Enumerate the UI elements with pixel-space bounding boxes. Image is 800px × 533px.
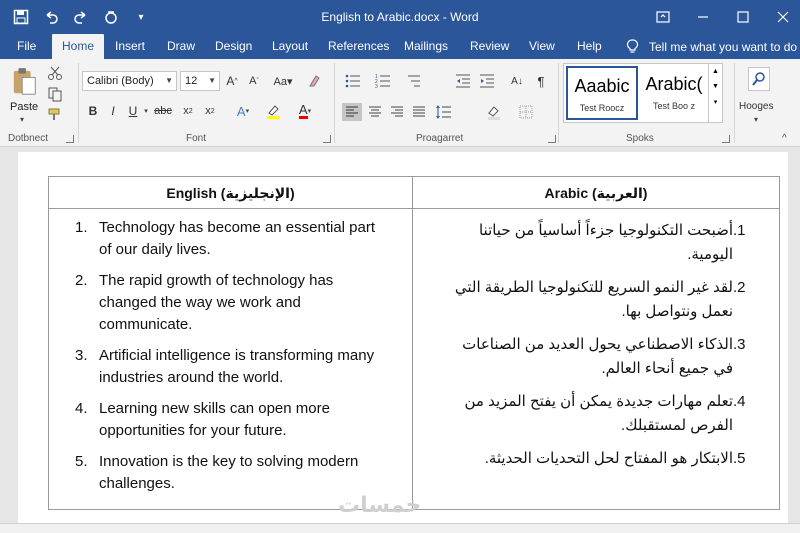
list-number: 2. bbox=[75, 272, 88, 289]
svg-text:1: 1 bbox=[375, 74, 378, 80]
minimize-icon[interactable] bbox=[694, 8, 712, 26]
tell-me-search[interactable] bbox=[626, 34, 797, 59]
tab-help[interactable]: Help bbox=[577, 39, 602, 53]
english-list bbox=[75, 217, 375, 504]
clipboard-group-label: Dotbnect bbox=[8, 133, 49, 144]
sort-icon[interactable]: A↓ bbox=[511, 75, 523, 87]
list-item bbox=[441, 390, 761, 438]
styles-scroll[interactable] bbox=[708, 64, 722, 122]
tab-references[interactable]: References bbox=[328, 39, 390, 53]
subscript-icon[interactable]: x 2 bbox=[183, 105, 193, 117]
paragraph-group-label: Proagarret bbox=[416, 133, 464, 144]
tab-draw[interactable]: Draw bbox=[167, 39, 196, 53]
clipboard-launcher-icon[interactable] bbox=[66, 135, 74, 143]
show-formatting-icon[interactable]: ¶ bbox=[537, 73, 545, 89]
font-group-label: Font bbox=[186, 133, 207, 144]
quick-access-toolbar bbox=[12, 0, 150, 34]
shrink-font-icon[interactable]: A ˇ bbox=[249, 75, 259, 87]
numbering-icon[interactable] bbox=[372, 73, 394, 89]
tab-insert[interactable]: Insert bbox=[115, 39, 146, 53]
list-number: 5. bbox=[75, 453, 88, 470]
style-name: Test Boo z bbox=[652, 101, 696, 111]
tab-home[interactable]: Home bbox=[52, 34, 104, 59]
paste-dropdown-icon[interactable]: ▾ bbox=[20, 115, 25, 124]
ribbon-tabs bbox=[0, 34, 800, 59]
paragraph-launcher-icon[interactable] bbox=[548, 135, 556, 143]
list-number: .2 bbox=[733, 279, 746, 296]
list-text: Innovation is the key to solving modern challenges. bbox=[99, 453, 359, 492]
tab-mailings[interactable]: Mailings bbox=[404, 39, 449, 53]
list-text: الذكاء الاصطناعي يحول العديد من الصناعات في جميع أنحاء العالم. bbox=[462, 336, 733, 377]
copy-icon[interactable] bbox=[47, 86, 63, 102]
format-painter-icon[interactable] bbox=[47, 107, 63, 123]
status-bar bbox=[0, 523, 800, 533]
tab-layout[interactable]: Layout bbox=[272, 39, 309, 53]
list-item bbox=[75, 217, 375, 261]
font-launcher-icon[interactable] bbox=[323, 135, 331, 143]
list-text: أضبحت التكنولوجيا جزءاً أساسياً من حياتنا اليومية. bbox=[478, 222, 733, 263]
chevron-down-icon: ▼ bbox=[165, 76, 173, 85]
clear-formatting-icon[interactable] bbox=[306, 73, 322, 89]
list-item bbox=[441, 276, 761, 324]
maximize-icon[interactable] bbox=[734, 8, 752, 26]
style-sample: Arabic( bbox=[645, 74, 703, 94]
chevron-up-icon[interactable]: ▲ bbox=[712, 68, 719, 75]
title-bar bbox=[0, 0, 800, 34]
list-text: الابتكار هو المفتاح لحل التحديات الحديثة. bbox=[484, 450, 733, 467]
list-number: 1. bbox=[75, 219, 88, 236]
style-item[interactable] bbox=[638, 66, 710, 120]
undo-icon[interactable] bbox=[42, 8, 60, 26]
underline-dropdown-icon[interactable]: ▾ bbox=[144, 108, 148, 115]
list-item bbox=[75, 451, 375, 495]
watermark: خمسات bbox=[338, 492, 422, 517]
cut-icon[interactable] bbox=[47, 65, 63, 81]
bold-icon[interactable]: B bbox=[88, 104, 98, 118]
close-icon[interactable] bbox=[774, 8, 792, 26]
increase-indent-icon[interactable] bbox=[478, 73, 496, 89]
change-case-icon[interactable]: Aa▾ bbox=[273, 75, 293, 88]
bullets-icon[interactable] bbox=[342, 73, 364, 89]
list-item bbox=[441, 333, 761, 381]
ribbon-separator bbox=[78, 63, 79, 143]
tab-review[interactable]: Review bbox=[470, 39, 510, 53]
paste-label[interactable]: Paste bbox=[10, 101, 39, 113]
translation-table bbox=[48, 176, 780, 510]
collapse-ribbon-icon[interactable]: ^ bbox=[782, 133, 787, 144]
grow-font-icon[interactable]: A ^ bbox=[226, 74, 238, 88]
list-text: The rapid growth of technology has changed the way we work and communicate. bbox=[99, 272, 334, 333]
style-item[interactable] bbox=[566, 66, 638, 120]
svg-text:2: 2 bbox=[375, 79, 378, 85]
document-area bbox=[0, 148, 800, 523]
save-icon[interactable] bbox=[12, 8, 30, 26]
borders-icon[interactable] bbox=[514, 103, 538, 121]
justify-icon[interactable] bbox=[410, 103, 428, 121]
arabic-header: Arabic (العربية) bbox=[544, 185, 648, 201]
svg-text:3: 3 bbox=[375, 84, 378, 89]
line-spacing-icon[interactable] bbox=[432, 103, 456, 121]
ribbon-separator bbox=[334, 63, 335, 143]
style-sample: Aaabic bbox=[574, 76, 630, 96]
editing-label[interactable]: Hooges bbox=[739, 101, 774, 112]
list-text: Learning new skills can open more opportunities for your future. bbox=[99, 400, 330, 439]
list-item bbox=[75, 270, 375, 336]
font-size-combo[interactable] bbox=[180, 71, 220, 91]
align-center-icon[interactable] bbox=[366, 103, 384, 121]
strikethrough-icon[interactable]: abc bbox=[154, 105, 172, 117]
list-number: .3 bbox=[733, 336, 746, 353]
list-text: Technology has become an essential part of our daily lives. bbox=[99, 219, 376, 258]
list-item bbox=[75, 398, 375, 442]
list-number: .4 bbox=[733, 393, 746, 410]
paste-icon[interactable] bbox=[10, 65, 40, 101]
list-text: لقد غير النمو السريع للتكنولوجيا الطريقة التي نعمل ونتواصل بها. bbox=[454, 279, 733, 320]
tell-me-text: Tell me what you want to do bbox=[649, 39, 798, 54]
ribbon bbox=[0, 59, 800, 147]
table-column-divider bbox=[412, 177, 413, 509]
styles-gallery bbox=[563, 63, 723, 123]
font-name-combo[interactable] bbox=[82, 71, 177, 91]
ribbon-separator bbox=[558, 63, 559, 143]
tab-file[interactable]: File bbox=[17, 39, 37, 53]
superscript-icon[interactable]: x 2 bbox=[205, 105, 215, 117]
italic-icon[interactable]: I bbox=[111, 104, 115, 118]
redo-icon[interactable] bbox=[72, 8, 90, 26]
list-item bbox=[441, 447, 761, 471]
chevron-down-icon[interactable]: ▼ bbox=[712, 83, 719, 90]
document-page[interactable] bbox=[18, 152, 788, 523]
customize-qat-icon[interactable]: ▾ bbox=[138, 11, 144, 23]
font-name-value: Calibri (Body) bbox=[87, 75, 154, 87]
highlight-color-icon[interactable] bbox=[262, 103, 284, 119]
search-icon[interactable] bbox=[748, 67, 770, 91]
underline-icon[interactable]: U bbox=[128, 104, 138, 118]
tab-design[interactable]: Design bbox=[215, 39, 253, 53]
tab-view[interactable]: View bbox=[529, 39, 555, 53]
multilevel-list-icon[interactable] bbox=[402, 73, 424, 89]
styles-launcher-icon[interactable] bbox=[722, 135, 730, 143]
shading-icon[interactable] bbox=[482, 103, 506, 121]
list-number: 4. bbox=[75, 400, 88, 417]
font-color-icon[interactable]: A ▾ bbox=[298, 101, 312, 117]
styles-group-label: Spoks bbox=[626, 133, 654, 144]
list-number: .5 bbox=[733, 450, 746, 467]
text-effects-icon[interactable]: A ▾ bbox=[236, 103, 250, 119]
decrease-indent-icon[interactable] bbox=[454, 73, 472, 89]
touch-mode-icon[interactable] bbox=[102, 8, 120, 26]
ribbon-separator bbox=[734, 63, 735, 143]
list-text: تعلم مهارات جديدة يمكن أن يفتح المزيد من الفرص لمستقبلك. bbox=[464, 393, 733, 434]
ribbon-display-icon[interactable] bbox=[654, 8, 672, 26]
align-left-icon[interactable] bbox=[342, 103, 362, 121]
english-header: English (الإنجليزية) bbox=[166, 185, 295, 201]
chevron-down-icon: ▼ bbox=[208, 76, 216, 85]
list-number: .1 bbox=[733, 222, 746, 239]
style-name: Test Roocz bbox=[579, 103, 625, 113]
list-text: Artificial intelligence is transforming many industries around the world. bbox=[99, 347, 375, 386]
lightbulb-icon bbox=[626, 39, 639, 54]
align-right-icon[interactable] bbox=[388, 103, 406, 121]
window-controls bbox=[654, 0, 792, 34]
arabic-list bbox=[441, 219, 761, 480]
more-styles-icon[interactable]: ▾ bbox=[713, 99, 718, 106]
list-item bbox=[441, 219, 761, 267]
editing-dropdown-icon[interactable]: ▾ bbox=[754, 115, 759, 124]
list-item bbox=[75, 345, 375, 389]
table-header-row bbox=[49, 177, 779, 209]
list-number: 3. bbox=[75, 347, 88, 364]
font-size-value: 12 bbox=[185, 75, 198, 87]
window-title: English to Arabic.docx - Word bbox=[321, 10, 479, 24]
